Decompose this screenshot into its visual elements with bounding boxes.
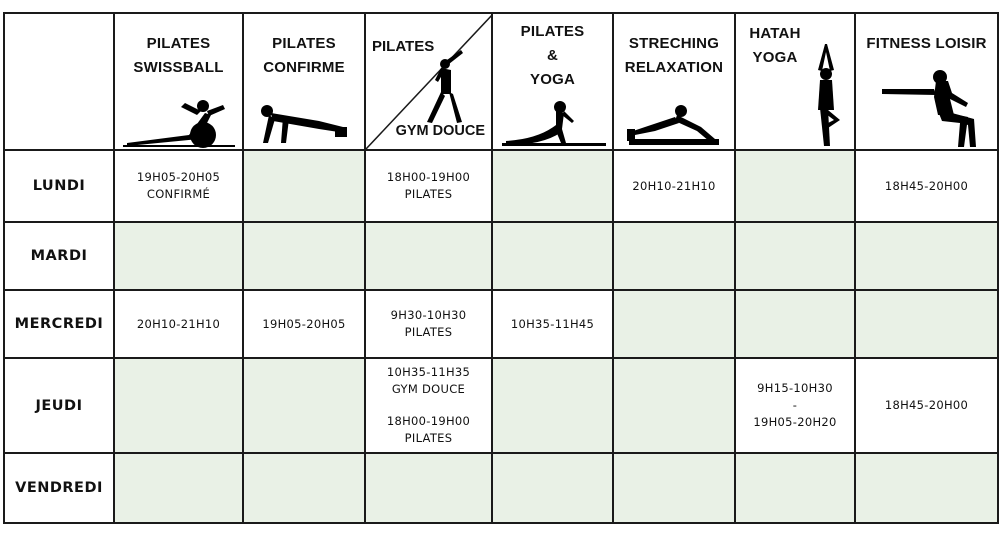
col-header-label-line: SWISSBALL: [133, 59, 224, 76]
day-row-jeudi: [4, 358, 998, 453]
schedule-cell-fitness-loisir: [855, 290, 998, 358]
day-row-vendredi: [4, 453, 998, 523]
col-header-label-line: RELAXATION: [624, 59, 724, 76]
schedule-sheet: [3, 12, 997, 524]
cell-time-text: 19H05-20H20: [753, 415, 837, 429]
schedule-cell-pilates-gym-douce: [365, 222, 492, 290]
col-header-label-line: YOGA: [752, 49, 798, 66]
schedule-body: [4, 150, 998, 523]
col-header-label-line: PILATES: [520, 23, 585, 40]
schedule-cell-pilates-confirme: [243, 150, 365, 222]
cell-time-text: 19H05-20H05: [262, 316, 346, 331]
cell-spacer: [366, 398, 491, 413]
schedule-cell-hatah-yoga: [735, 358, 855, 453]
cell-time-text: 19H05-20H05: [136, 170, 221, 184]
day-label: VENDREDI: [4, 453, 114, 523]
col-header-label-line: STRECHING: [628, 35, 720, 52]
col-header-fitness-loisir: [855, 13, 998, 150]
schedule-cell-pilates-swissball: [114, 453, 243, 523]
schedule-cell-pilates-gym-douce: [365, 358, 492, 453]
schedule-cell-pilates-confirme: [243, 290, 365, 358]
day-row-mercredi: [4, 290, 998, 358]
day-label: JEUDI: [4, 358, 114, 453]
cell-time-text: 18H00-19H00: [386, 414, 471, 428]
col-header-label-bottom: GYM DOUCE: [395, 123, 485, 139]
schedule-cell-pilates-swissball: [114, 150, 243, 222]
schedule-cell-hatah-yoga: [735, 453, 855, 523]
col-header-label-line: FITNESS LOISIR: [866, 35, 987, 52]
cell-time-text: 9H30-10H30: [390, 308, 467, 322]
schedule-cell-fitness-loisir: [855, 150, 998, 222]
cell-time-text: PILATES: [404, 431, 453, 445]
cell-time-text: 9H15-10H30: [757, 381, 833, 395]
day-label: MERCREDI: [4, 290, 114, 358]
day-label: MARDI: [4, 222, 114, 290]
cell-time-text: 20H10-21H10: [632, 178, 716, 193]
schedule-cell-hatah-yoga: [735, 222, 855, 290]
side-stretch-silhouette-icon: [421, 50, 471, 125]
col-header-pilates-yoga: [492, 13, 613, 150]
schedule-cell-pilates-swissball: [114, 358, 243, 453]
cell-time-text: 10H35-11H45: [510, 316, 595, 331]
schedule-cell-pilates-confirme: [243, 222, 365, 290]
col-header-label-line: HATAH: [749, 25, 801, 42]
schedule-cell-streching-relaxation: [613, 150, 735, 222]
cell-time-text: -: [792, 398, 798, 412]
col-header-label-line: &: [546, 47, 559, 64]
schedule-cell-streching-relaxation: [613, 453, 735, 523]
schedule-cell-fitness-loisir: [855, 358, 998, 453]
schedule-cell-streching-relaxation: [613, 290, 735, 358]
schedule-cell-pilates-confirme: [243, 453, 365, 523]
cobra-pose-silhouette-icon: [498, 99, 608, 149]
cell-time-text: 10H35-11H35: [386, 365, 471, 379]
col-header-label-line: CONFIRME: [263, 59, 345, 76]
schedule-cell-pilates-gym-douce: [365, 290, 492, 358]
schedule-cell-pilates-confirme: [243, 358, 365, 453]
schedule-cell-pilates-swissball: [114, 290, 243, 358]
header-row: [4, 13, 998, 150]
col-header-hatah-yoga: [735, 13, 855, 150]
col-header-label-top: PILATES: [372, 38, 435, 55]
plank-silhouette-icon: [249, 99, 359, 149]
col-header-pilates-swissball: [114, 13, 243, 150]
col-header-streching-relaxation: [613, 13, 735, 150]
cell-time-text: PILATES: [404, 325, 453, 339]
cell-time-text: 18H00-19H00: [386, 170, 471, 184]
schedule-cell-pilates-yoga: [492, 453, 613, 523]
schedule-cell-hatah-yoga: [735, 150, 855, 222]
schedule-cell-pilates-gym-douce: [365, 150, 492, 222]
corner-cell: [4, 13, 114, 150]
col-header-label-line: PILATES: [272, 35, 336, 52]
swissball-pilates-silhouette-icon: [119, 99, 239, 149]
squat-silhouette-icon: [872, 69, 982, 149]
col-header-pilates-gym-douce: [365, 13, 492, 150]
day-label: LUNDI: [4, 150, 114, 222]
schedule-cell-pilates-yoga: [492, 358, 613, 453]
cell-time-text: 18H45-20H00: [884, 178, 969, 193]
cell-time-text: CONFIRMÉ: [146, 187, 211, 201]
day-row-mardi: [4, 222, 998, 290]
schedule-cell-fitness-loisir: [855, 222, 998, 290]
schedule-cell-pilates-swissball: [114, 222, 243, 290]
col-header-label-line: PILATES: [146, 35, 211, 52]
schedule-cell-streching-relaxation: [613, 358, 735, 453]
col-header-label-line: YOGA: [530, 71, 575, 88]
schedule-cell-pilates-yoga: [492, 222, 613, 290]
tree-pose-silhouette-icon: [808, 44, 844, 149]
schedule-cell-fitness-loisir: [855, 453, 998, 523]
schedule-cell-hatah-yoga: [735, 290, 855, 358]
schedule-cell-pilates-yoga: [492, 150, 613, 222]
schedule-cell-pilates-yoga: [492, 290, 613, 358]
schedule-cell-pilates-gym-douce: [365, 453, 492, 523]
cell-time-text: 20H10-21H10: [136, 316, 221, 331]
schedule-table: [3, 12, 999, 524]
cell-time-text: PILATES: [404, 187, 453, 201]
seated-stretch-silhouette-icon: [619, 99, 729, 149]
day-row-lundi: [4, 150, 998, 222]
cell-time-text: GYM DOUCE: [391, 382, 466, 396]
col-header-pilates-confirme: [243, 13, 365, 150]
cell-time-text: 18H45-20H00: [884, 398, 969, 412]
schedule-cell-streching-relaxation: [613, 222, 735, 290]
